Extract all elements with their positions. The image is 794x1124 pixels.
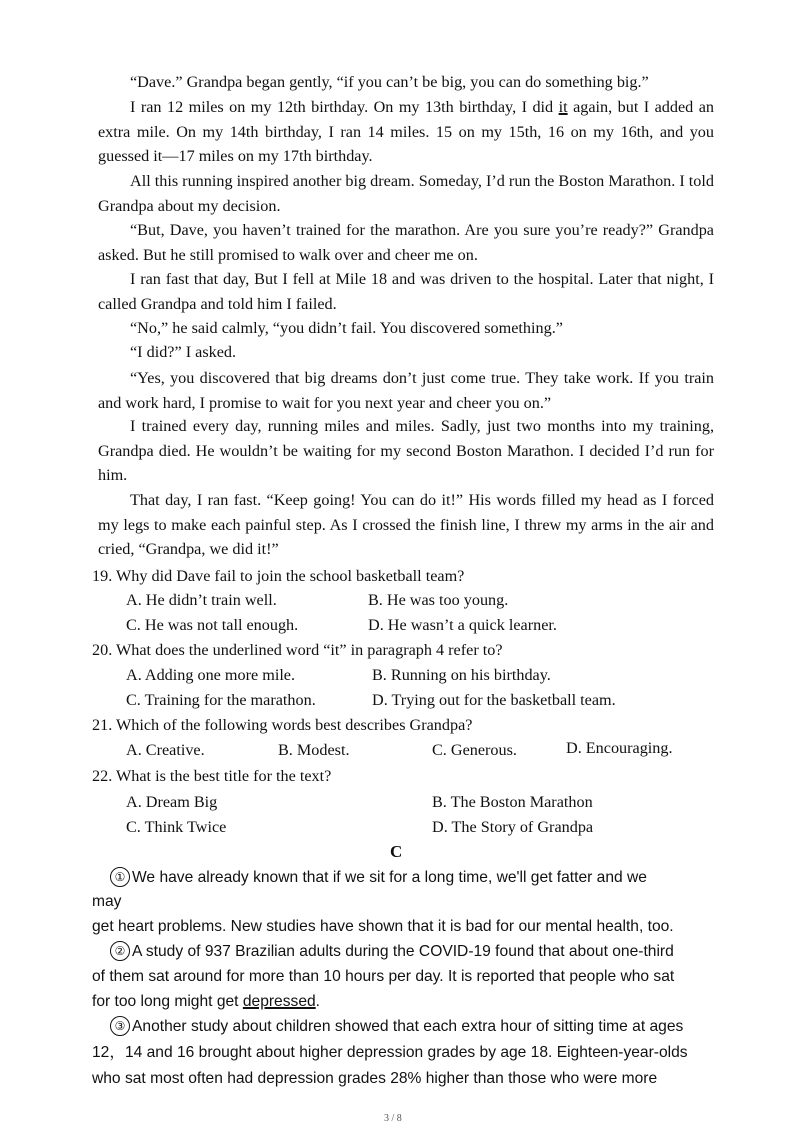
q21-option-c[interactable]: C. Generous. xyxy=(432,741,517,759)
section-c-heading: C xyxy=(390,842,403,861)
story-paragraph-3: All this running inspired another big dream. Someday, I’d run the Boston Marathon. I told Grandpa about my decision. xyxy=(98,172,714,215)
p2-text-a: I ran 12 miles on my 12th birthday. On my 13th birthday, I did xyxy=(130,98,559,116)
story-paragraph-4: “But, Dave, you haven’t trained for the marathon. Are you sure you’re ready?” Grandpa asked. But he still promised to walk over and cheer me on. xyxy=(98,221,714,264)
q20-option-c[interactable]: C. Training for the marathon. xyxy=(126,691,316,709)
page-number: 3 / 8 xyxy=(384,1113,402,1124)
c-para-2-line-3 xyxy=(92,990,320,1015)
question-22: 22. What is the best title for the text? xyxy=(92,767,332,785)
story-paragraph-7: “I did?” I asked. xyxy=(130,343,237,361)
story-paragraph-5: I ran fast that day, But I fell at Mile 18 and was driven to the hospital. Later that night, I called Grandpa and told him I failed. xyxy=(98,270,714,313)
question-20: 20. What does the underlined word “it” in paragraph 4 refer to? xyxy=(92,641,503,659)
q19-option-a[interactable]: A. He didn’t train well. xyxy=(126,591,277,609)
q21-option-d[interactable]: D. Encouraging. xyxy=(566,739,673,757)
q22-option-b[interactable]: B. The Boston Marathon xyxy=(432,793,593,811)
c1-line-1-text: We have already known that if we sit for a long time, we'll get fatter and we xyxy=(132,869,647,886)
c-para-1-line-1 xyxy=(110,866,647,891)
story-paragraph-9: I trained every day, running miles and miles. Sadly, just two months into my training, Grandpa died. He wouldn’t be waiting for my second Boston Marathon. I decided I’d run for him. xyxy=(98,417,714,485)
story-paragraph-6: “No,” he said calmly, “you didn’t fail. You discovered something.” xyxy=(130,319,563,337)
c-para-1-line-2: may xyxy=(92,893,122,910)
story-paragraph-2 xyxy=(98,95,714,169)
q19-option-c[interactable]: C. He was not tall enough. xyxy=(126,616,299,634)
circled-number-3-icon: ③ xyxy=(110,1016,130,1036)
p2-text-b: again, but I added an extra mile. On my 14th birthday, I ran 14 miles. 15 on my 15th, 16 on my 16th, and you guessed it—17 miles on my 17th birthday. xyxy=(98,98,715,166)
c-para-3-line-2: 12，14 and 16 brought about higher depression grades by age 18. Eighteen-year-olds xyxy=(92,1044,688,1061)
circled-number-1-icon: ① xyxy=(110,867,130,887)
c3-line-1-text: Another study about children showed that each extra hour of sitting time at ages xyxy=(132,1018,684,1035)
c-para-3-line-3: who sat most often had depression grades 28% higher than those who were more xyxy=(92,1070,658,1087)
question-19: 19. Why did Dave fail to join the school basketball team? xyxy=(92,567,465,585)
c-para-3-line-1 xyxy=(110,1015,683,1040)
c-para-2-line-1 xyxy=(110,940,674,965)
story-paragraph-1: “Dave.” Grandpa began gently, “if you can’t be big, you can do something big.” xyxy=(130,73,649,91)
q22-option-a[interactable]: A. Dream Big xyxy=(126,793,218,811)
question-21: 21. Which of the following words best describes Grandpa? xyxy=(92,716,473,734)
c-para-1-line-3: get heart problems. New studies have shown that it is bad for our mental health, too. xyxy=(92,918,674,935)
c2-line-3-text-b: . xyxy=(315,993,321,1010)
c2-line-1-text: A study of 937 Brazilian adults during the COVID-19 found that about one-third xyxy=(132,943,674,960)
c2-line-3-text-a: for too long might get xyxy=(92,993,243,1010)
q22-option-d[interactable]: D. The Story of Grandpa xyxy=(432,818,594,836)
underlined-depressed: depressed xyxy=(242,993,316,1010)
q20-option-a[interactable]: A. Adding one more mile. xyxy=(126,666,296,684)
q21-option-b[interactable]: B. Modest. xyxy=(278,741,350,759)
q20-option-b[interactable]: B. Running on his birthday. xyxy=(372,666,551,684)
q21-option-a[interactable]: A. Creative. xyxy=(126,741,205,759)
c-para-2-line-2: of them sat around for more than 10 hours per day. It is reported that people who sat xyxy=(92,968,675,985)
circled-number-2-icon: ② xyxy=(110,941,130,961)
story-paragraph-10: That day, I ran fast. “Keep going! You can do it!” His words filled my head as I forced my legs to make each painful step. As I crossed the finish line, I threw my arms in the air and cried, “Grandpa, we did it!” xyxy=(98,491,714,559)
underlined-it: it xyxy=(558,98,568,116)
q20-option-d[interactable]: D. Trying out for the basketball team. xyxy=(372,691,616,709)
story-paragraph-8: “Yes, you discovered that big dreams don’t just come true. They take work. If you train and work hard, I promise to wait for you next year and cheer you on.” xyxy=(98,369,714,412)
q22-option-c[interactable]: C. Think Twice xyxy=(126,818,227,836)
q19-option-d[interactable]: D. He wasn’t a quick learner. xyxy=(368,616,557,634)
q19-option-b[interactable]: B. He was too young. xyxy=(368,591,509,609)
